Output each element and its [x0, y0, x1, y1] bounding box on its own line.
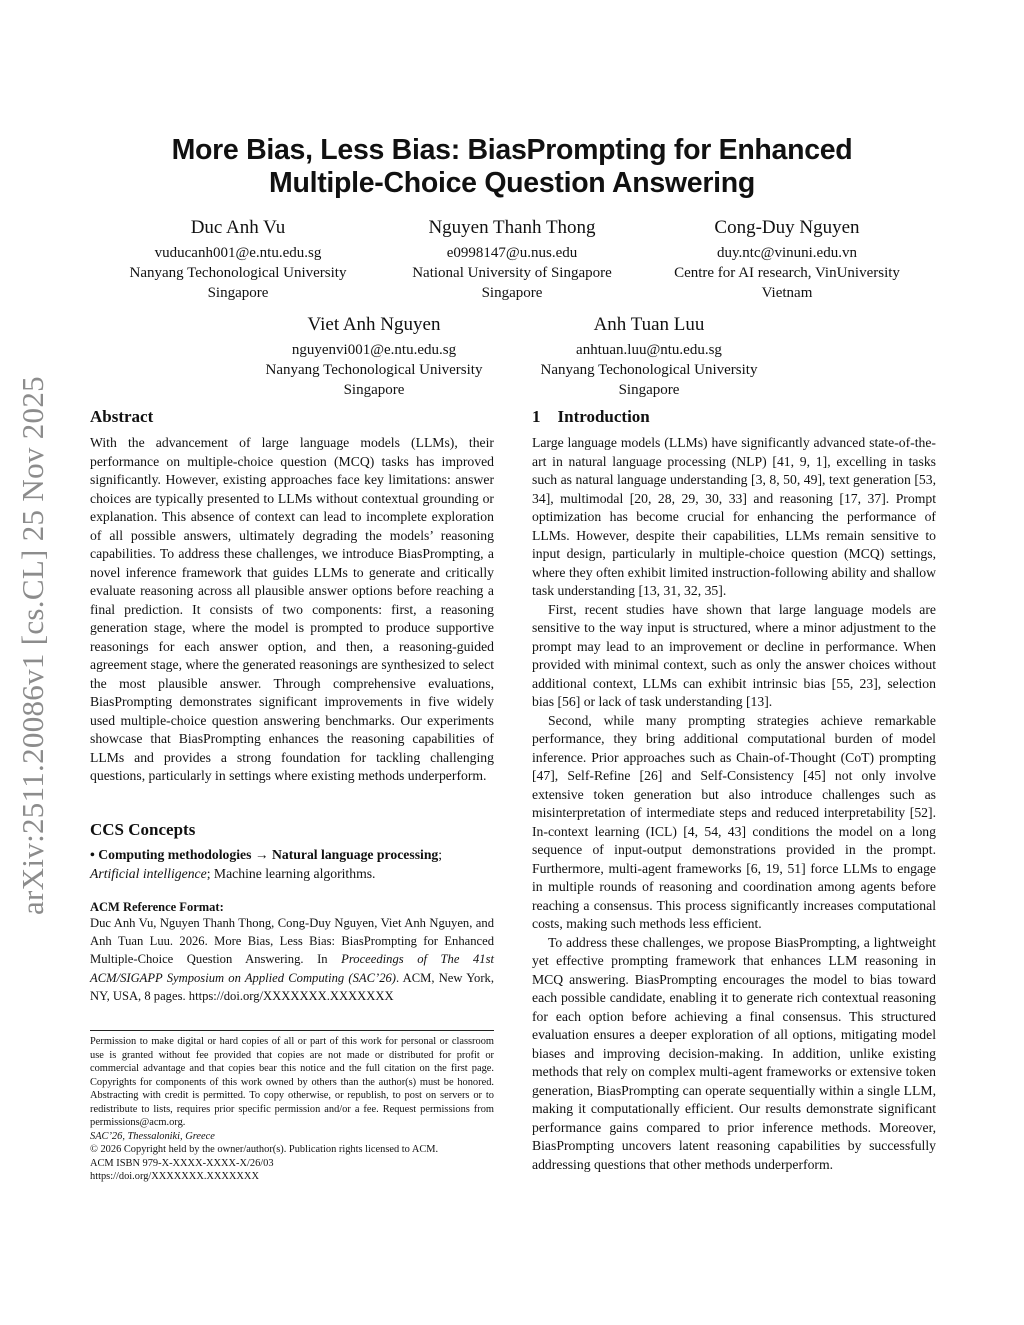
abstract-text: With the advancement of large language models (LLMs), their performance on multiple-choice question (MCQ) tasks has improved significantly. However, existing approaches face key limitations: answer choices are typically presented to LLMs without contextual grounding or explanation. This absence of context can lead to incomplete exploration of all possible answers, ultimately degrading the models’ reasoning capabilities. To address these challenges, we introduce BiasPrompting, a novel inference framework that guides LLMs to generate and critically evaluate reasoning across all plausible answer options before reaching a final prediction. It consists of two components: first, a reasoning generation stage, where the model is prompted to produce supportive reasonings for each answer option, and then, a reasoning-guided agreement stage, where the generated reasonings are synthesized to select the most plausible answer. Through comprehensive evaluations, BiasPrompting demonstrates significant improvements in five widely used multiple-choice question answering benchmarks. Our experiments showcase that BiasPrompting enhances the reasoning capabilities of LLMs and provides a strong foundation for tackling challenging questions, particularly in settings where existing methods underperform.	[90, 435, 494, 783]
author-country: Singapore	[207, 285, 269, 301]
author-name: Duc Anh Vu	[190, 217, 286, 238]
author-email: duy.ntc@vinuni.edu.vn	[717, 245, 857, 261]
abstract-heading: Abstract	[90, 407, 154, 426]
author-affiliation: Nanyang Techonological University	[540, 362, 758, 378]
ccs-separator: ;	[438, 847, 443, 862]
permission-notice: Permission to make digital or hard copies of all or part of this work for personal or classroom use is granted without fee provided that copies are not made or distributed for profit or commercial advantage and that copies bear this notice and the full citation on the first page. Copyrights for components of this work owned by others than the author(s) must be honored. Abstracting with credit is permitted. To copy otherwise, or republish, to post on servers or to redistribute to lists, requires prior specific permission and/or a fee. Request permissions from permissions@acm.org.	[90, 1036, 494, 1128]
intro-paragraph-4: To address these challenges, we propose BiasPrompting, a lightweight yet effective prompting framework that enhances LLM reasoning in MCQ answering. BiasPrompting encourages the model to bias toward each possible candidate, enabling it to generate rich contextual reasoning for each option before achieving a final consensus. This structured evaluation ensures a deeper exploration of all options, mitigating model biases and improving decision-making. In addition, unlike existing methods that rely on complex multi-agent frameworks or extensive token generation, BiasPrompting can operate sequentially within a single LLM, making it computationally efficient. Our results demonstrate significant performance gains compared to prior inference methods. Moreover, BiasPrompting uncovers latent reasoning capabilities by successfully addressing questions that other methods underperform.	[532, 934, 936, 1172]
author-affiliation: Centre for AI research, VinUniversity	[674, 265, 900, 281]
author-email: anhtuan.luu@ntu.edu.sg	[576, 342, 722, 358]
footnote-divider	[90, 1030, 494, 1031]
author-name: Anh Tuan Luu	[593, 314, 705, 335]
acm-reference-text	[90, 914, 494, 1005]
copyright-notice: © 2026 Copyright held by the owner/author(s). Publication rights licensed to ACM.	[90, 1144, 439, 1155]
isbn: ACM ISBN 979-X-XXXX-XXXX-X/26/03	[90, 1157, 274, 1169]
arxiv-identifier-stamp: arXiv:2511.20086v1 [cs.CL] 25 Nov 2025	[15, 376, 50, 915]
author-name: Viet Anh Nguyen	[307, 314, 441, 335]
author-block-1	[88, 217, 388, 303]
author-block-2	[362, 217, 662, 303]
author-country: Singapore	[343, 382, 405, 398]
author-affiliation: Nanyang Techonological University	[265, 362, 483, 378]
author-affiliation: Nanyang Techonological University	[129, 265, 347, 281]
author-country: Vietnam	[761, 285, 813, 301]
copyright-footnote	[90, 1035, 494, 1184]
ccs-primary-concept: Computing methodologies → Natural language processing	[98, 847, 439, 862]
intro-paragraph-3: Second, while many prompting strategies achieve remarkable performance, they bring additional computational burden of model inference. Prior approaches such as Chain-of-Thought (CoT) prompting [47], Self-Refine [26] and Self-Consistency [45] not only involve extensive token generation but also introduce challenges such as misinterpretation of intermediate steps and reduced interpretability [52]. In-context learning (ICL) [4, 54, 43] conditions the model on a long sequence of input-output demonstrations provided in the prompt. Furthermore, multi-agent frameworks [6, 19, 51] force LLMs to engage in multiple rounds of reasoning and coordination among agents before reaching a consensus. This process significantly increases computational costs, making such methods less efficient.	[532, 712, 936, 931]
intro-paragraph-2: First, recent studies have shown that large language models are sensitive to the way input is structured, where a minor adjustment to the prompt may lead to an improvement or decline in performance. When provided with minimal context, such as only the answer choices without additional context, LLMs can exhibit intrinsic bias [55, 23], selection bias [56] or lack of task understanding [13].	[532, 601, 936, 709]
ccs-remaining-concepts: ; Machine learning algorithms.	[206, 866, 376, 881]
ccs-concepts	[90, 845, 494, 883]
introduction-body	[532, 434, 936, 1174]
paper-title	[90, 134, 934, 200]
intro-paragraph-1: Large language models (LLMs) have significantly advanced state-of-the-art in natural language processing (NLP) [41, 9, 1], excelling in tasks such as natural language understanding [3, 8, 50, 49], text generation [53, 34], multimodal [20, 28, 29, 30, 33] and reasoning [17, 37]. Prompt optimization has become crucial for enhancing the performance of LLMs. However, despite their capabilities, LLMs remain sensitive to input design, particularly in multiple-choice question (MCQ) settings, where they often exhibit limited instruction-following ability and shallow task understanding [13, 31, 32, 35].	[532, 435, 936, 598]
acm-reference-label: ACM Reference Format:	[90, 900, 224, 914]
conference-venue: SAC’26, Thessaloniki, Greece	[90, 1130, 215, 1142]
author-name: Cong-Duy Nguyen	[714, 217, 860, 238]
ccs-secondary-concept: Artificial intelligence	[90, 866, 207, 881]
author-block-3	[637, 217, 937, 303]
ccs-bullet: •	[90, 847, 95, 862]
introduction-heading: 1 Introduction	[532, 407, 650, 426]
doi-link[interactable]: https://doi.org/XXXXXXX.XXXXXXX	[90, 1171, 259, 1182]
paper-title-line-1: More Bias, Less Bias: BiasPrompting for Enhanced	[171, 134, 853, 166]
paper-title-line-2: Multiple-Choice Question Answering	[269, 167, 755, 199]
author-country: Singapore	[618, 382, 680, 398]
author-country: Singapore	[481, 285, 543, 301]
acm-reference-proceedings: Proceedings of The 41st ACM/SIGAPP Symposium on Applied Computing (SAC’26)	[90, 952, 494, 985]
ccs-heading: CCS Concepts	[90, 820, 196, 839]
author-email: nguyenvi001@e.ntu.edu.sg	[291, 342, 457, 358]
author-block-4	[224, 314, 524, 400]
author-block-5	[499, 314, 799, 400]
acm-reference-citation: Duc Anh Vu, Nguyen Thanh Thong, Cong-Duy Nguyen, Viet Anh Nguyen, and Anh Tuan Luu. 2026. More Bias, Less Bias: BiasPrompting for Enhanced Multiple-Choice Question Answering. In	[90, 916, 494, 967]
author-name: Nguyen Thanh Thong	[428, 217, 596, 238]
acm-reference-publisher: . ACM, New York, NY, USA, 8 pages. https://doi.org/XXXXXXX.XXXXXXX	[90, 970, 494, 1003]
author-affiliation: National University of Singapore	[412, 265, 612, 281]
author-email: vuducanh001@e.ntu.edu.sg	[154, 245, 322, 261]
author-email: e0998147@u.nus.edu	[446, 245, 578, 261]
